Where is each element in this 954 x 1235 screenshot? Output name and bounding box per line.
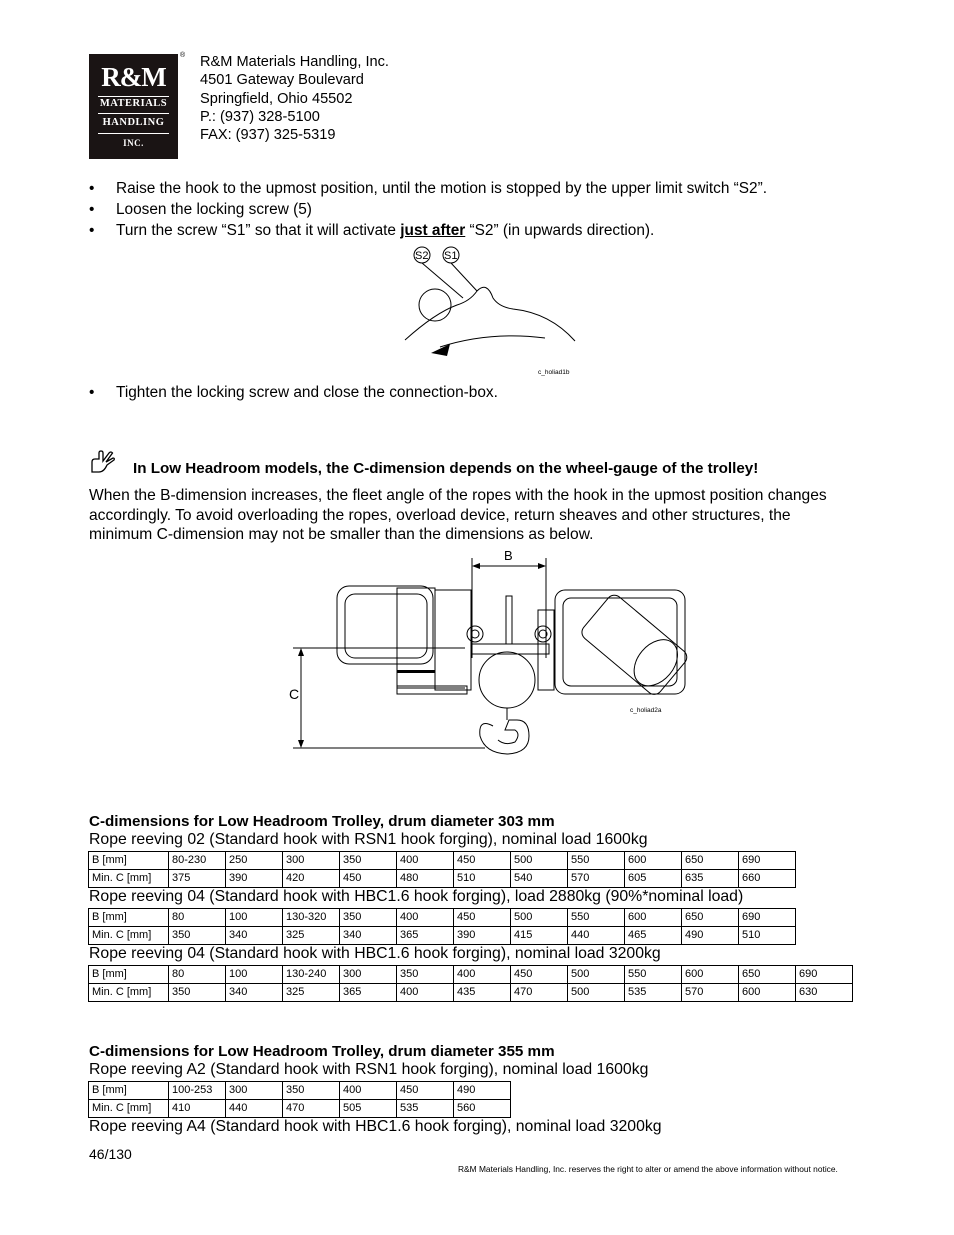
table-cell: 80 [169,909,226,927]
table-cell: 535 [397,1100,454,1118]
table-cell: 365 [340,984,397,1002]
table-row-b [89,1082,511,1100]
c-dimension-table [88,851,796,888]
table-cell: 600 [739,984,796,1002]
c-dimension-table [88,908,796,945]
table-cell: 400 [340,1082,397,1100]
row-header-cell: B [mm] [89,909,169,927]
table-cell: 465 [625,927,682,945]
table-cell: 420 [283,870,340,888]
table-row-min-c [89,1100,511,1118]
footer-disclaimer: R&M Materials Handling, Inc. reserves the right to alter or amend the above information without notice. [458,1164,838,1174]
table-cell: 450 [454,852,511,870]
registered-mark: ® [180,52,186,59]
table-row-min-c [89,984,853,1002]
section-title: C-dimensions for Low Headroom Trolley, drum diameter 355 mm [89,1043,555,1060]
table-cell: 650 [682,852,739,870]
label-c: C [289,686,300,702]
table-cell: 325 [283,984,340,1002]
table-cell: 450 [340,870,397,888]
table-cell: 410 [169,1100,226,1118]
table-cell: 570 [568,870,625,888]
row-header-cell: Min. C [mm] [89,927,169,945]
table-cell: 490 [682,927,739,945]
logo-monogram: R&M [101,62,166,92]
table-cell: 505 [340,1100,397,1118]
table-cell: 340 [226,927,283,945]
table-caption: Rope reeving 04 (Standard hook with HBC1.6 hook forging), load 2880kg (90%*nominal load) [89,888,744,905]
body-paragraph: When the B-dimension increases, the fleet angle of the ropes with the hook in the upmost position changes accordingly. To avoid overloading the ropes, overload device, return sheaves and other structures, the minimum C-dimension may not be smaller than the dimensions as below. [89,487,827,544]
table-cell: 500 [568,984,625,1002]
table-caption: Rope reeving 02 (Standard hook with RSN1 hook forging), nominal load 1600kg [89,831,648,848]
table-cell: 690 [739,909,796,927]
dimension-arrow-icon [298,740,304,748]
address-line: P.: (937) 328-5100 [200,108,320,125]
table-cell: 570 [682,984,739,1002]
address-line: Springfield, Ohio 45502 [200,90,353,107]
table-cell: 365 [397,927,454,945]
table-cell: 350 [169,927,226,945]
table-cell: 80-230 [169,852,226,870]
page-number: 46/130 [89,1146,132,1162]
table-cell: 250 [226,852,283,870]
table-cell: 450 [397,1082,454,1100]
table-cell: 600 [682,966,739,984]
table-cell: 350 [397,966,454,984]
table-cell: 435 [454,984,511,1002]
address-line: R&M Materials Handling, Inc. [200,54,389,70]
limit-switch-figure [395,243,585,378]
table-cell: 340 [226,984,283,1002]
figure-caption: c_holiad1b [538,369,570,376]
table-cell: 490 [454,1082,511,1100]
logo-line-inc: INC. [123,138,144,148]
table-cell: 470 [283,1100,340,1118]
table-cell: 690 [796,966,853,984]
table-cell: 300 [283,852,340,870]
table-cell: 510 [454,870,511,888]
emphasis-text: just after [400,222,466,239]
company-address [200,53,389,144]
table-cell: 480 [397,870,454,888]
table-cell: 400 [397,984,454,1002]
table-cell: 400 [397,852,454,870]
table-row-b [89,909,796,927]
table-row-min-c [89,870,796,888]
table-cell: 550 [568,909,625,927]
row-header-cell: B [mm] [89,966,169,984]
label-b: B [504,548,513,563]
section-title: C-dimensions for Low Headroom Trolley, drum diameter 303 mm [89,813,555,830]
table-caption: Rope reeving 04 (Standard hook with HBC1.6 hook forging), nominal load 3200kg [89,945,661,962]
figure-caption: c_holiad2a [630,707,662,714]
table-cell: 100-253 [169,1082,226,1100]
pointing-hand-icon [89,450,117,476]
table-cell: 635 [682,870,739,888]
logo-rule [98,133,169,134]
label-s2: S2 [415,250,429,262]
company-logo [89,54,178,159]
table-row-b [89,966,853,984]
row-header-cell: B [mm] [89,852,169,870]
table-cell: 660 [739,870,796,888]
bullet-dot-icon: • [89,222,95,239]
table-caption: Rope reeving A4 (Standard hook with HBC1.6 hook forging), nominal load 3200kg [89,1118,662,1135]
c-dimension-table [88,1081,511,1118]
table-cell: 350 [340,909,397,927]
table-cell: 560 [454,1100,511,1118]
table-cell: 440 [226,1100,283,1118]
table-cell: 80 [169,966,226,984]
table-cell: 650 [739,966,796,984]
table-cell: 630 [796,984,853,1002]
table-cell: 550 [625,966,682,984]
dimension-arrow-icon [538,563,546,569]
table-cell: 540 [511,870,568,888]
row-header-cell: Min. C [mm] [89,870,169,888]
table-caption: Rope reeving A2 (Standard hook with RSN1 hook forging), nominal load 1600kg [89,1061,649,1078]
dimension-arrow-icon [472,563,480,569]
table-cell: 450 [454,909,511,927]
table-cell: 325 [283,927,340,945]
table-cell: 690 [739,852,796,870]
address-line: 4501 Gateway Boulevard [200,72,364,89]
table-cell: 500 [511,909,568,927]
table-cell: 400 [454,966,511,984]
table-cell: 300 [340,966,397,984]
table-cell: 605 [625,870,682,888]
table-cell: 510 [739,927,796,945]
table-cell: 415 [511,927,568,945]
table-cell: 350 [169,984,226,1002]
bullet-dot-icon: • [89,201,95,218]
logo-rule [98,96,169,97]
table-cell: 340 [340,927,397,945]
table-cell: 650 [682,909,739,927]
table-row-min-c [89,927,796,945]
table-cell: 450 [511,966,568,984]
table-cell: 600 [625,852,682,870]
logo-line-handling: HANDLING [102,117,165,128]
table-cell: 470 [511,984,568,1002]
table-cell: 100 [226,909,283,927]
table-cell: 500 [568,966,625,984]
address-line: FAX: (937) 325-5319 [200,127,336,144]
row-header-cell: Min. C [mm] [89,1100,169,1118]
table-cell: 400 [397,909,454,927]
table-cell: 300 [226,1082,283,1100]
row-header-cell: B [mm] [89,1082,169,1100]
bullet-dot-icon: • [89,384,95,401]
table-cell: 440 [568,927,625,945]
table-cell: 100 [226,966,283,984]
table-cell: 130-240 [283,966,340,984]
table-cell: 350 [283,1082,340,1100]
row-header-cell: Min. C [mm] [89,984,169,1002]
trolley-diagram [285,548,695,758]
table-cell: 390 [226,870,283,888]
table-cell: 350 [340,852,397,870]
bullet-dot-icon: • [89,180,95,197]
logo-rule [98,113,169,114]
c-dimension-table [88,965,853,1002]
table-cell: 535 [625,984,682,1002]
table-cell: 390 [454,927,511,945]
table-row-b [89,852,796,870]
label-s1: S1 [444,250,458,262]
logo-line-materials: MATERIALS [99,98,168,109]
dimension-arrow-icon [298,648,304,656]
direction-arrow-icon [431,344,450,356]
table-cell: 375 [169,870,226,888]
table-cell: 130-320 [283,909,340,927]
table-cell: 600 [625,909,682,927]
table-cell: 550 [568,852,625,870]
warning-note: In Low Headroom models, the C-dimension depends on the wheel-gauge of the trolley! [133,460,759,477]
table-cell: 500 [511,852,568,870]
